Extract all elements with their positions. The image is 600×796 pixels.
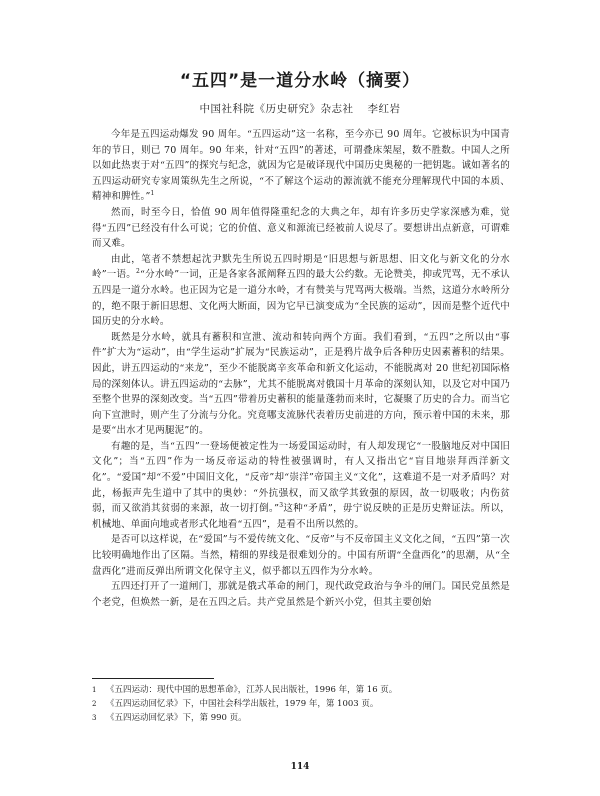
paragraph-3	[92, 252, 510, 330]
footnote-text: 《五四运动回忆录》下，中国社会科学出版社，1979 年，第 1003 页。	[106, 699, 379, 709]
footnote-number: 1	[92, 686, 97, 694]
paragraph-2	[92, 205, 510, 252]
footnote-ref[interactable]: 1	[150, 190, 155, 198]
paragraph-text: 这种“矛盾”，毋宁说反映的正是历史辩证法。所以，机械地、单面向地或者形式化地看“五四”，是看不出所以然的。	[92, 503, 511, 530]
paragraph-text: 是否可以这样说，在“爱国”与不爱传统文化、“反帝”与不反帝国主义文化之间，“五四”第一次比较明确地作出了区隔。当然，精细的界线是很难划分的。中国有所谓“全盘西化”的思潮，从“全盘西化”进而反弹出所谓文化保守主义，似乎都以五四作为分水岭。	[92, 534, 510, 577]
page-number: 114	[290, 762, 310, 772]
author-name: 李红岩	[367, 103, 401, 115]
footnote-number: 2	[92, 700, 97, 708]
paragraph-5	[92, 439, 510, 533]
paragraph-text: 由此，笔者不禁想起沈尹默先生所说五四时期是“旧思想与新思想、旧文化与新文化的分水岭”一语。	[92, 253, 510, 281]
paragraph-6	[92, 532, 510, 579]
author-line	[0, 101, 600, 116]
paragraph-4	[92, 330, 510, 439]
paragraph-text: “分水岭”一词，正是各家各派阐释五四的最大公约数。无论赞美，抑或咒骂，无不承认五四是一道分水岭。也正因为它是一道分水岭，才有赞美与咒骂两大极端。当然，这道分水岭所分的，绝不限于新旧思想、文化两大断面，因为它早已演变成为“全民族的运动”，因而是整个近代中国历史的分水岭。	[92, 269, 510, 328]
footnote-3	[92, 711, 510, 725]
article-title: “五四”是一道分水岭（摘要）	[179, 71, 421, 91]
paragraph-text: 有趣的是，当“五四”一登场便被定性为一场爱国运动时，有人却发现它“一股脑地反对中国旧文化”；当“五四”作为一场反帝运动的特性被强调时，有人又指出它“盲目地崇拜西洋新文化”。“爱国”却“不爱”中国旧文化，“反帝”却“崇洋”帝国主义“文化”，这难道不是一对矛盾吗？对此，杨振声先生道中了其中的奥妙：“外抗强权，而又欲学其致强的原因，故一切吸收；内伤贫弱，而又欲消其贫弱的来源，故一切打倒。”	[92, 440, 510, 515]
paragraph-text: 今年是五四运动爆发 90 周年。“五四运动”这一名称，至今亦已 90 周年。它被标识为中国青年的节日，则已 70 周年。90 年来，针对“五四”的著述，可谓叠床架屋，数不胜数。中国人之所以如此热衷于对“五四”的探究与纪念，就因为它是破译现代中国历史奥秘的一把钥匙。诚如著名的五四运动研究专家周策纵先生之所说，“不了解这个运动的源流就不能充分理解现代中国的本质、精神和脾性。”	[92, 129, 510, 203]
paragraph-text: 既然是分水岭，就具有蓄积和宣泄、流动和转向两个方面。我们看到，“五四”之所以由“事件”扩大为“运动”，由“学生运动”扩展为“民族运动”，正是鸦片战争后各种历史因素蓄积的结果。因此，讲五四运动的“来龙”，至少不能脱离辛亥革命和新文化运动，不能脱离对 20 世纪初国际格局的深刻体认。讲五四运动的“去脉”，尤其不能脱离对俄国十月革命的深刻认知，以及它对中国乃至整个世界的深刻改变。当“五四”带着历史蓄积的能量蓬勃而来时，它凝聚了历史的合力。而当它向下宣泄时，则产生了分流与分化。究竟哪支流脉代表着历史前进的方向，预示着中国的未来，那是要“出水才见两腿泥”的。	[92, 331, 510, 437]
footnote-2	[92, 697, 510, 711]
footnote-number: 3	[92, 714, 97, 722]
article-body	[92, 127, 510, 610]
footnote-ref[interactable]: 2	[135, 268, 141, 276]
footnote-1	[92, 683, 510, 697]
footnote-text: 《五四运动：现代中国的思想革命》，江苏人民出版社，1996 年，第 16 页。	[106, 685, 398, 695]
footnote-text: 《五四运动回忆录》下，第 990 页。	[106, 713, 247, 723]
paragraph-text: 然而，时至今日，恰值 90 周年值得隆重纪念的大典之年，却有许多历史学家深感为难，觉得“五四”已经没有什么可说；它的价值、意义和源流已经被前人说尽了。要想讲出点新意，可谓难而又难。	[92, 206, 510, 250]
author-affiliation: 中国社科院《历史研究》杂志社	[199, 103, 354, 115]
paragraph-text: 五四还打开了一道闸门，那就是俄式革命的闸门，现代政党政治与争斗的闸门。国民党虽然是个老党，但焕然一新，是在五四之后。共产党虽然是个新兴小党，但其主要创始	[92, 581, 510, 608]
paragraph-7	[92, 579, 510, 610]
footnote-ref[interactable]: 3	[279, 502, 284, 510]
paragraph-1	[92, 127, 510, 205]
footnote-divider	[92, 678, 214, 679]
footnotes	[92, 683, 510, 725]
